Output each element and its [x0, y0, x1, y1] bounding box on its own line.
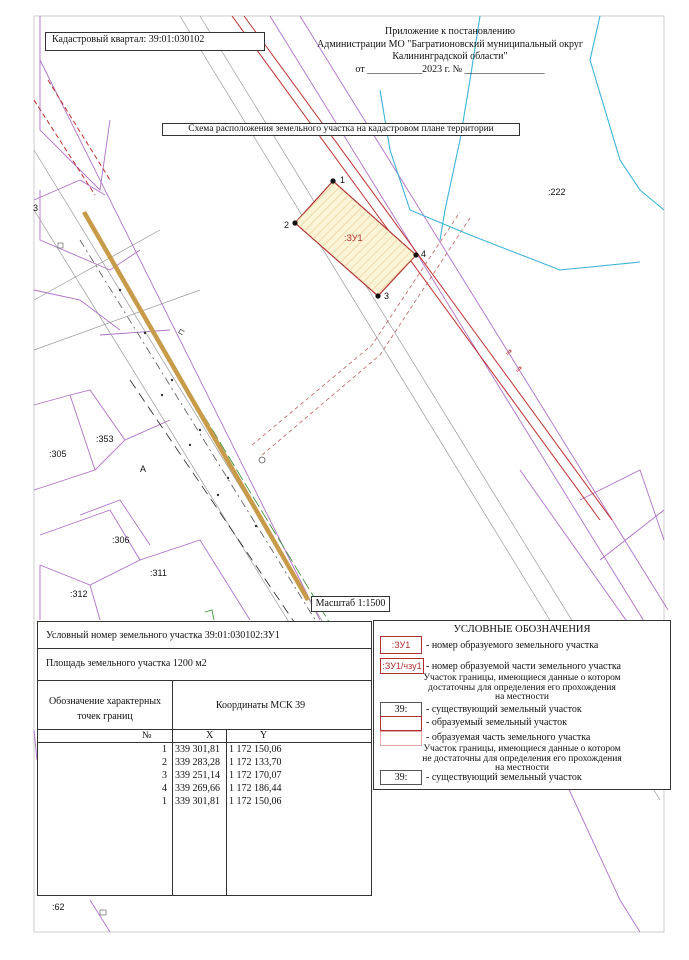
- table-row: [38, 796, 371, 809]
- legend-swatch-zu: [380, 636, 422, 654]
- col-points-line2: точек границ: [77, 711, 133, 722]
- red-arrow-mark-2: ⇗: [515, 364, 523, 374]
- kvartal-box: [45, 32, 265, 51]
- legend-note-1-l3: на местности: [494, 692, 550, 702]
- legend-sample-39: 39:: [394, 704, 408, 715]
- table-row: [38, 783, 371, 796]
- legend-item-existing: - существующий земельный участок: [426, 704, 582, 715]
- area-text: Площадь земельного участка 1200 м2: [46, 658, 207, 669]
- row-point-number: 1: [162, 744, 167, 755]
- scale-box: [311, 596, 390, 612]
- legend-note-2-l3: на местности: [494, 763, 550, 773]
- cad-label-306: :306: [112, 535, 130, 545]
- point-label-1: 1: [340, 175, 346, 185]
- point-label-2: 2: [284, 220, 290, 230]
- legend-note-1-l2: достаточны для определения его прохождения: [428, 682, 616, 693]
- small-structure: [58, 243, 63, 248]
- cad-label-3: 3: [33, 203, 39, 213]
- cad-label-353: :353: [96, 434, 114, 444]
- legend: [373, 620, 671, 790]
- row-point-number: 3: [162, 770, 167, 781]
- cad-label-311: :311: [150, 568, 167, 578]
- approval-line-4: от ___________2023 г. № ________________: [355, 63, 545, 75]
- legend-swatch-existing-2: [380, 770, 422, 785]
- row-point-number: 1: [162, 796, 167, 807]
- row-y: 1 172 150,06: [229, 796, 282, 807]
- table-row: [38, 757, 371, 770]
- legend-sample-chzu: :ЗУ1/чзу1: [382, 661, 422, 671]
- cad-label-a: A: [140, 464, 147, 474]
- head-no: №: [142, 730, 152, 741]
- approval-block: [300, 26, 600, 76]
- parcel-table: [37, 621, 372, 896]
- table-row: [38, 770, 371, 783]
- table-head-line: [38, 729, 371, 730]
- col-points-line1: Обозначение характерных: [48, 696, 162, 707]
- legend-note-2-l2: не достаточны для определения его прохождения: [422, 753, 622, 764]
- road-tick-marks: [119, 289, 257, 527]
- row-x: 339 251,14: [175, 770, 220, 781]
- row-point-number: 4: [162, 783, 167, 794]
- legend-item-chzu: - номер образуемой части земельного участка: [426, 661, 621, 672]
- row-y: 1 172 170,07: [229, 770, 282, 781]
- legend-swatch-formed-part: [380, 731, 422, 746]
- table-row: [38, 744, 371, 757]
- cad-label-312: :312: [70, 589, 88, 599]
- row-y: 1 172 133,70: [229, 757, 282, 768]
- legend-item-formed: - образуемый земельный участок: [426, 717, 567, 728]
- cad-label-305: :305: [49, 449, 67, 459]
- marker-circle: [259, 457, 265, 463]
- col-coords-header: Координаты МСК 39: [215, 700, 306, 711]
- table-head-line-2: [38, 742, 371, 743]
- col-points-header: [38, 694, 172, 724]
- legend-title: УСЛОВНЫЕ ОБОЗНАЧЕНИЯ: [453, 624, 591, 635]
- legend-sample-zu: :ЗУ1: [391, 640, 411, 650]
- legend-note-2-l1: Участок границы, имеющиеся данные о котором: [423, 744, 621, 754]
- legend-note-1: [374, 674, 670, 703]
- road-sign-symbol: ⊓: [175, 327, 187, 337]
- legend-item-formed-part: - образуемая часть земельного участка: [426, 732, 591, 743]
- row-x: 339 301,81: [175, 796, 220, 807]
- point-label-4: 4: [421, 249, 427, 259]
- green-mark: [205, 610, 214, 620]
- cad-label-62: :62: [52, 902, 65, 912]
- legend-note-1-l1: Участок границы, имеющиеся данные о котором: [423, 673, 621, 683]
- scheme-title-box: [162, 123, 520, 136]
- table-row-area: [38, 648, 371, 681]
- head-y: Y: [260, 730, 268, 741]
- table-row-cond-number: [38, 622, 371, 649]
- scale-label: Масштаб 1:1500: [315, 598, 386, 609]
- row-x: 339 301,81: [175, 744, 220, 755]
- legend-item-existing-2: - существующий земельный участок: [426, 772, 582, 783]
- point-label-3: 3: [384, 291, 390, 301]
- kvartal-label: Кадастровый квартал: 39:01:030102: [52, 34, 205, 45]
- scheme-title: Схема расположения земельного участка на кадастровом плане территории: [188, 124, 494, 134]
- row-point-number: 2: [162, 757, 167, 768]
- row-x: 339 283,28: [175, 757, 220, 768]
- legend-sample-39b: 39:: [394, 772, 408, 783]
- legend-item-zu: - номер образуемого земельного участка: [426, 640, 599, 651]
- row-y: 1 172 150,06: [229, 744, 282, 755]
- small-structure-2: [100, 910, 106, 915]
- approval-line-3: Калининградской области": [392, 51, 508, 62]
- legend-swatch-formed: [380, 716, 422, 731]
- head-x: X: [206, 730, 214, 741]
- cad-label-222: :222: [548, 187, 566, 197]
- parcel-label: :ЗУ1: [344, 233, 363, 243]
- approval-line-1: Приложение к постановлению: [384, 26, 516, 37]
- row-y: 1 172 186,44: [229, 783, 282, 794]
- legend-swatch-existing: [380, 702, 422, 717]
- legend-swatch-chzu: [380, 658, 424, 674]
- road-dashed-lines: [80, 240, 340, 660]
- row-x: 339 269,66: [175, 783, 220, 794]
- red-arrow-mark: ⇗: [505, 347, 513, 357]
- approval-line-2: Администрации МО "Багратионовский муниципальный округ: [317, 38, 583, 50]
- cond-number: Условный номер земельного участка 39:01:030102:ЗУ1: [46, 630, 280, 641]
